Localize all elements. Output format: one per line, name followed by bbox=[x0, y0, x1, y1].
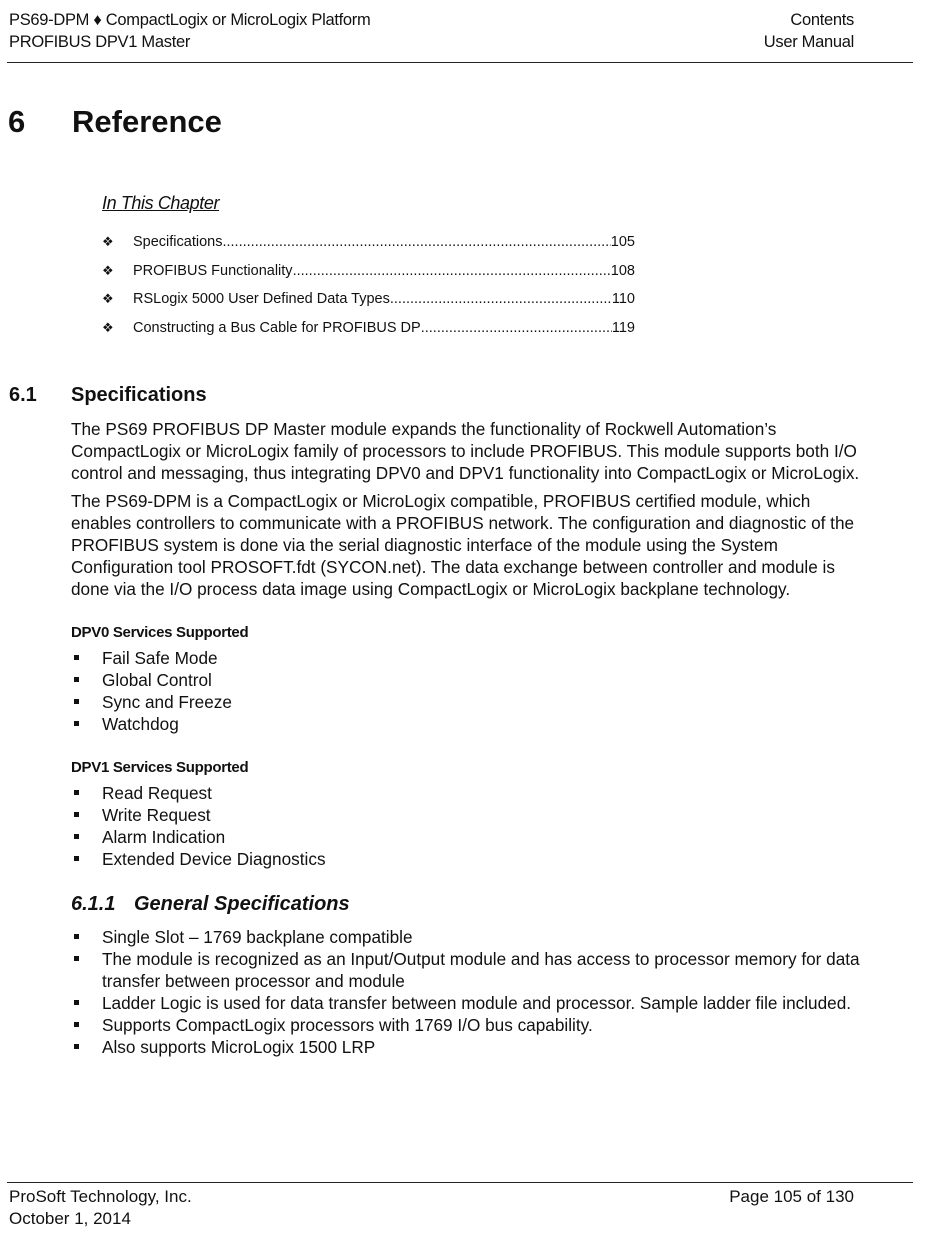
list-item: Sync and Freeze bbox=[71, 691, 861, 713]
chapter-toc bbox=[102, 234, 635, 348]
page-header-left bbox=[9, 9, 370, 53]
list-item: Supports CompactLogix processors with 1769 I/O bus capability. bbox=[71, 1014, 861, 1036]
page-footer-left bbox=[9, 1186, 192, 1230]
list-item: Fail Safe Mode bbox=[71, 647, 861, 669]
toc-entry-label[interactable]: Specifications bbox=[133, 234, 223, 250]
chapter-title: Reference bbox=[72, 104, 222, 139]
section-title: Specifications bbox=[71, 384, 207, 406]
footer-company: ProSoft Technology, Inc. bbox=[9, 1187, 192, 1206]
section-number: 6.1 bbox=[9, 384, 37, 406]
toc-leader-dots bbox=[293, 263, 611, 279]
toc-entry[interactable] bbox=[102, 263, 635, 292]
diamond-bullet-icon: ❖ bbox=[102, 319, 114, 335]
subsection-heading bbox=[71, 893, 861, 915]
toc-leader-dots bbox=[421, 320, 612, 336]
paragraph: The PS69 PROFIBUS DP Master module expands the functionality of Rockwell Automation’s CompactLogix or MicroLogix family of processors to include PROFIBUS. This module supports both I/O control and messaging, thus integrating DPV0 and DPV1 functionality into CompactLogix or MicroLogix. bbox=[71, 419, 860, 483]
dpv1-services-list bbox=[71, 782, 861, 870]
page-number: Page 105 of 130 bbox=[729, 1187, 854, 1206]
diamond-bullet-icon: ❖ bbox=[102, 291, 114, 306]
dpv0-services-list bbox=[71, 647, 861, 735]
toc-entry[interactable] bbox=[102, 320, 635, 349]
header-document-type: User Manual bbox=[763, 33, 854, 51]
header-product-title: PS69-DPM ♦ CompactLogix or MicroLogix Platform bbox=[9, 11, 371, 29]
toc-entry-label[interactable]: PROFIBUS Functionality bbox=[133, 262, 293, 279]
list-item: The module is recognized as an Input/Output module and has access to processor memory for data transfer between processor and module bbox=[71, 948, 861, 992]
header-product-subtitle: PROFIBUS DPV1 Master bbox=[9, 33, 191, 51]
toc-entry[interactable] bbox=[102, 291, 635, 320]
section-body bbox=[71, 418, 861, 1058]
toc-entry-page[interactable]: 108 bbox=[610, 262, 635, 279]
subsection-number: 6.1.1 bbox=[71, 893, 116, 915]
footer-divider bbox=[7, 1182, 913, 1183]
toc-entry-page[interactable]: 105 bbox=[610, 234, 635, 250]
dpv0-heading: DPV0 Services Supported bbox=[71, 624, 249, 641]
toc-entry[interactable] bbox=[102, 234, 635, 263]
toc-leader-dots bbox=[390, 291, 612, 307]
list-item: Alarm Indication bbox=[71, 826, 861, 848]
dpv1-heading: DPV1 Services Supported bbox=[71, 759, 249, 776]
list-item: Read Request bbox=[71, 782, 861, 804]
general-specs-list bbox=[71, 926, 861, 1058]
list-item: Write Request bbox=[71, 804, 861, 826]
diamond-bullet-icon: ❖ bbox=[102, 234, 114, 249]
list-item: Single Slot – 1769 backplane compatible bbox=[71, 926, 861, 948]
subsection-title: General Specifications bbox=[134, 893, 350, 915]
list-item: Ladder Logic is used for data transfer between module and processor. Sample ladder file included. bbox=[71, 992, 861, 1014]
header-divider bbox=[7, 62, 913, 63]
toc-entry-page[interactable]: 110 bbox=[611, 291, 635, 307]
page-header-right bbox=[764, 9, 854, 53]
toc-entry-page[interactable]: 119 bbox=[611, 319, 635, 336]
list-item: Extended Device Diagnostics bbox=[71, 848, 861, 870]
header-section-name: Contents bbox=[790, 11, 854, 29]
list-item: Watchdog bbox=[71, 713, 861, 735]
toc-entry-label[interactable]: Constructing a Bus Cable for PROFIBUS DP bbox=[133, 319, 421, 336]
toc-entry-label[interactable]: RSLogix 5000 User Defined Data Types bbox=[133, 291, 390, 307]
list-item: Also supports MicroLogix 1500 LRP bbox=[71, 1036, 861, 1058]
list-item: Global Control bbox=[71, 669, 861, 691]
paragraph: The PS69-DPM is a CompactLogix or MicroLogix compatible, PROFIBUS certified module, which enables controllers to communicate with a PROFIBUS network. The configuration and diagnostic of the PROFIBUS system is done via the serial diagnostic interface of the module using the System Configuration tool PROSOFT.fdt (SYCON.net). The data exchange between controller and module is done via the I/O process data image using CompactLogix or MicroLogix backplane technology. bbox=[71, 491, 855, 599]
footer-date: October 1, 2014 bbox=[9, 1209, 131, 1228]
diamond-bullet-icon: ❖ bbox=[102, 262, 114, 278]
toc-heading: In This Chapter bbox=[102, 193, 220, 213]
chapter-number: 6 bbox=[8, 104, 26, 139]
toc-leader-dots bbox=[222, 234, 610, 250]
